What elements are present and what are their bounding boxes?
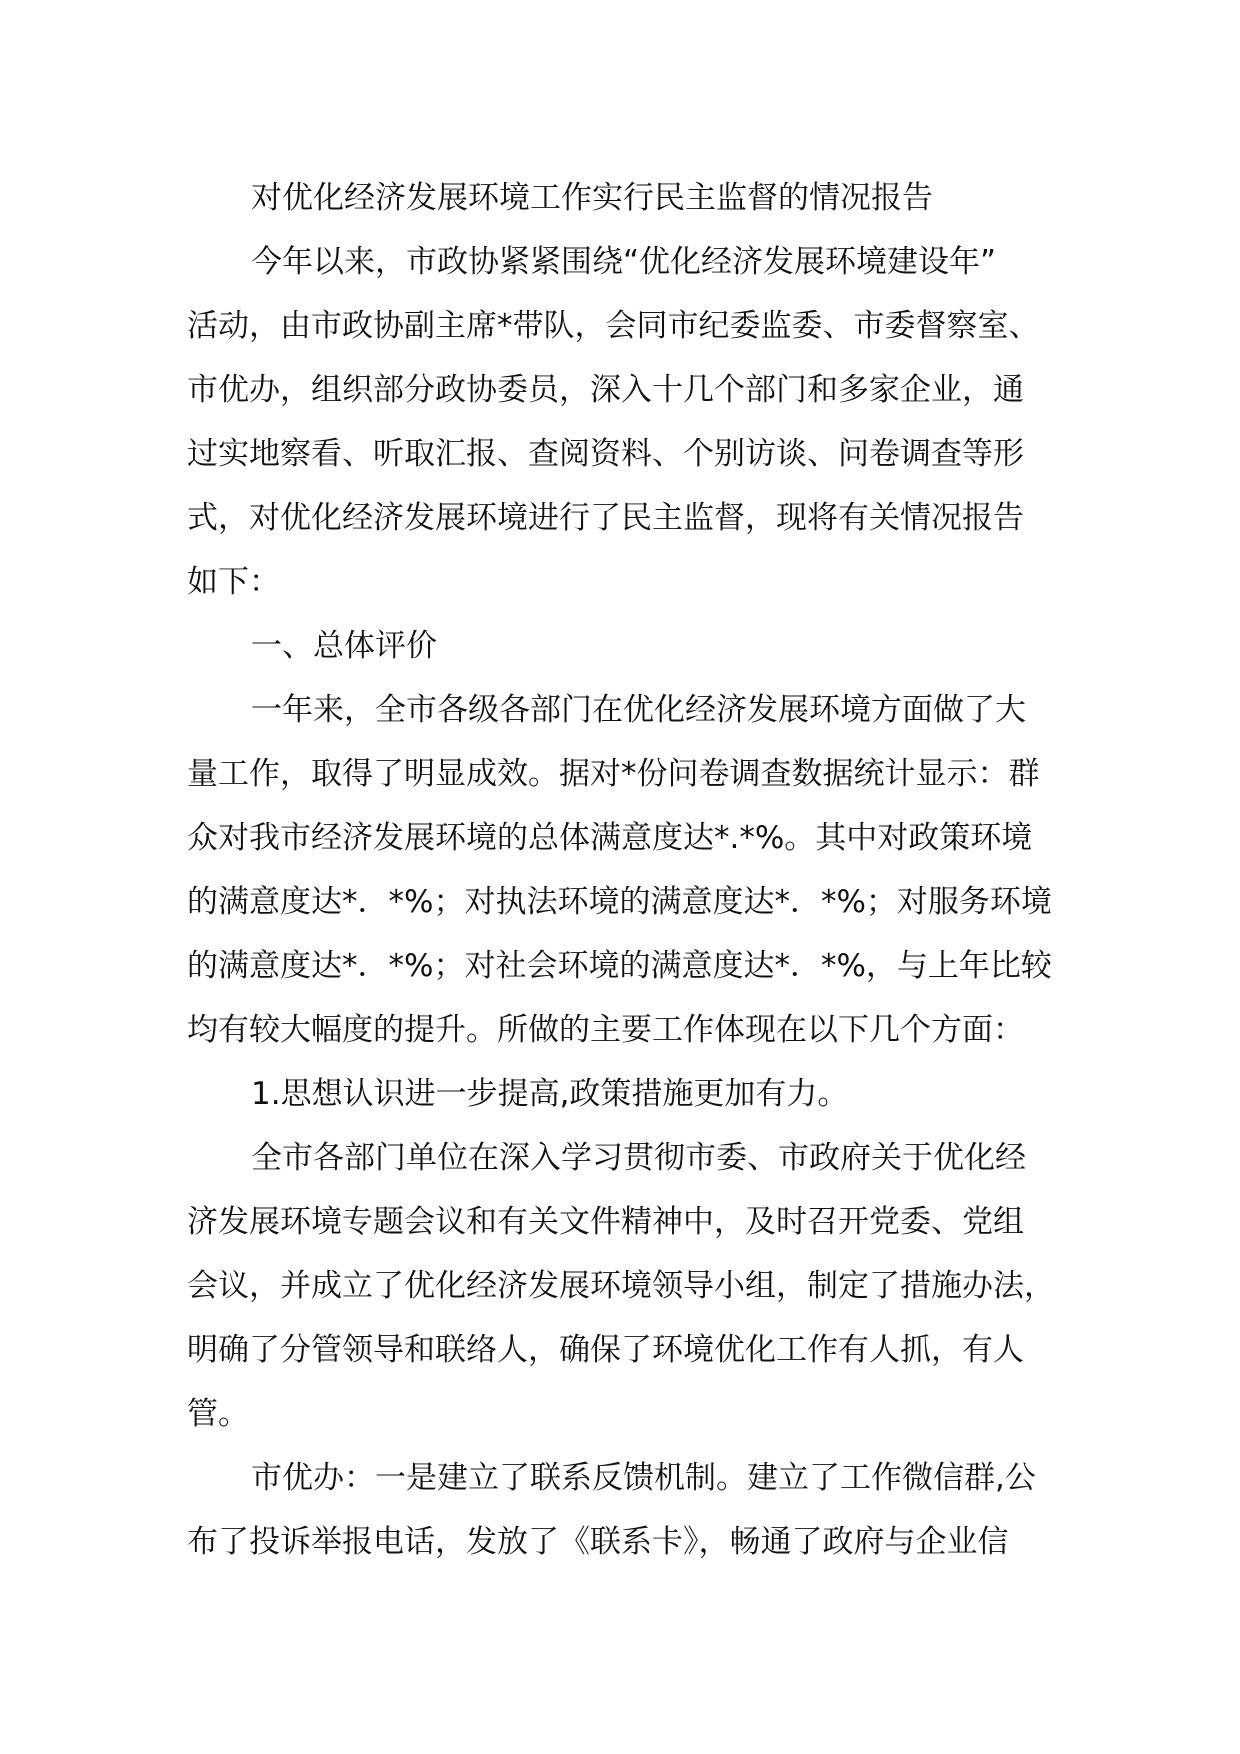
paragraph-line: 过实地察看、听取汇报、查阅资料、个别访谈、问卷调查等形 xyxy=(187,436,1024,472)
paragraph-line: 今年以来，市政协紧紧围绕“优化经济发展环境建设年” xyxy=(251,244,997,280)
paragraph-line: 众对我市经济发展环境的总体满意度达*.*%。其中对政策环境 xyxy=(187,820,1033,856)
subsection-heading: 1.思想认识进一步提高,政策措施更加有力。 xyxy=(251,1076,849,1112)
paragraph-line: 的满意度达*．*%；对社会环境的满意度达*．*%，与上年比较 xyxy=(187,948,1052,984)
paragraph-line: 布了投诉举报电话，发放了《联系卡》，畅通了政府与企业信 xyxy=(187,1524,1009,1560)
paragraph-line: 全市各部门单位在深入学习贯彻市委、市政府关于优化经 xyxy=(251,1140,1026,1176)
paragraph-line: 如下： xyxy=(187,564,280,600)
paragraph-line: 市优办，组织部分政协委员，深入十几个部门和多家企业，通 xyxy=(187,372,1024,408)
section-heading: 一、总体评价 xyxy=(251,628,437,664)
paragraph-line: 会议，并成立了优化经济发展环境领导小组，制定了措施办法， xyxy=(187,1268,1055,1304)
paragraph-line: 管。 xyxy=(187,1396,249,1432)
paragraph-line: 一年来，全市各级各部门在优化经济发展环境方面做了大 xyxy=(251,692,1026,728)
document-title: 对优化经济发展环境工作实行民主监督的情况报告 xyxy=(251,180,933,216)
paragraph-line: 均有较大幅度的提升。所做的主要工作体现在以下几个方面： xyxy=(187,1012,1024,1048)
paragraph-line: 明确了分管领导和联络人，确保了环境优化工作有人抓，有人 xyxy=(187,1332,1024,1368)
paragraph-line: 的满意度达*．*%；对执法环境的满意度达*．*%；对服务环境 xyxy=(187,884,1052,920)
paragraph-line: 式，对优化经济发展环境进行了民主监督，现将有关情况报告 xyxy=(187,500,1024,536)
paragraph-line: 济发展环境专题会议和有关文件精神中，及时召开党委、党组 xyxy=(187,1204,1024,1240)
paragraph-line: 活动，由市政协副主席*带队，会同市纪委监委、市委督察室、 xyxy=(187,308,1040,344)
paragraph-line: 市优办：一是建立了联系反馈机制。建立了工作微信群,公 xyxy=(251,1460,1036,1496)
paragraph-line: 量工作，取得了明显成效。据对*份问卷调查数据统计显示：群 xyxy=(187,756,1040,792)
